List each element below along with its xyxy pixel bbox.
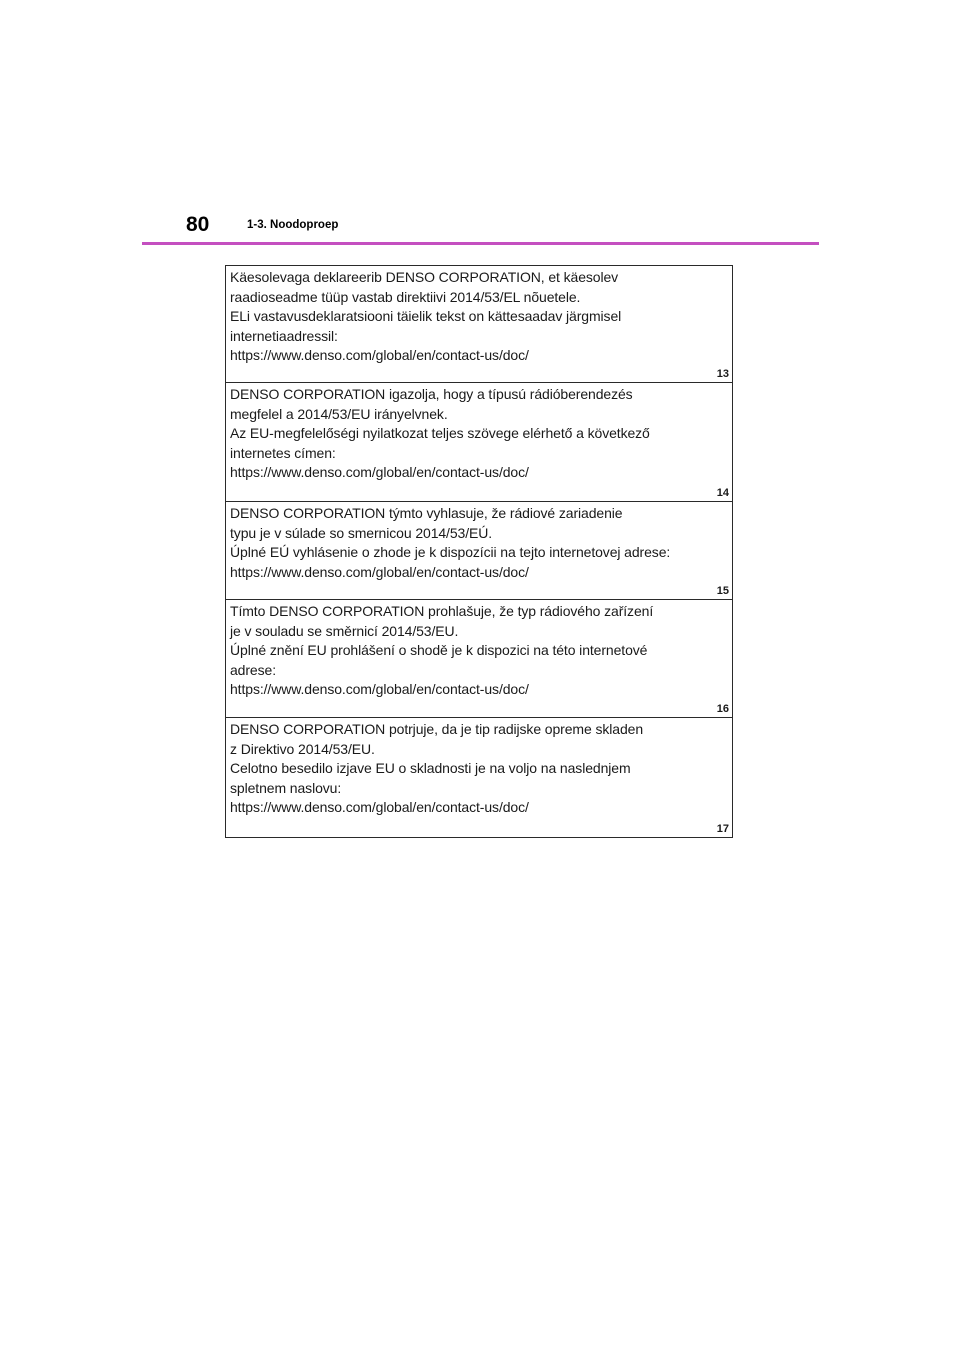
declaration-line: Az EU-megfelelőségi nyilatkozat teljes szövege elérhető a következő [230, 425, 650, 441]
declaration-line: Celotno besedilo izjave EU o skladnosti je na voljo na naslednjem [230, 760, 631, 776]
declaration-line: DENSO CORPORATION igazolja, hogy a típusú rádióberendezés [230, 386, 633, 402]
declaration-line: Käesolevaga deklareerib DENSO CORPORATION, et käesolev [230, 269, 619, 285]
declaration-url: https://www.denso.com/global/en/contact-us/doc/ [230, 681, 529, 697]
declaration-line: megfelel a 2014/53/EU irányelvnek. [230, 405, 448, 422]
declaration-line: ELi vastavusdeklaratsiooni täielik tekst on kättesaadav järgmisel [230, 308, 622, 324]
block-index: 15 [716, 585, 729, 597]
declaration-line: internetiaadressil: [230, 327, 338, 344]
declaration-line: je v souladu se směrnicí 2014/53/EU. [230, 622, 459, 639]
header-rule [142, 242, 819, 245]
declaration-block-czech [226, 600, 732, 718]
page-number: 80 [186, 213, 210, 236]
block-index: 13 [716, 368, 729, 380]
declaration-line: internetes címen: [230, 444, 336, 461]
section-title: 1-3. Noodoproep [247, 219, 339, 231]
declaration-line: Úplné znění EU prohlášení o shodě je k dispozici na této internetové [230, 642, 648, 658]
declaration-line: z Direktivo 2014/53/EU. [230, 740, 375, 757]
block-index: 14 [716, 487, 729, 499]
declaration-line: Úplné EÚ vyhlásenie o zhode je k dispozícii na tejto internetovej adrese: [230, 544, 671, 560]
declaration-line: DENSO CORPORATION týmto vyhlasuje, že rádiové zariadenie [230, 505, 623, 521]
declaration-line: typu je v súlade so smernicou 2014/53/EÚ. [230, 524, 493, 541]
declaration-url: https://www.denso.com/global/en/contact-us/doc/ [230, 799, 529, 815]
declaration-url: https://www.denso.com/global/en/contact-us/doc/ [230, 563, 529, 580]
declaration-block-slovak [226, 502, 732, 600]
declaration-line: Tímto DENSO CORPORATION prohlašuje, že typ rádiového zařízení [230, 603, 654, 619]
declaration-url: https://www.denso.com/global/en/contact-us/doc/ [230, 464, 529, 480]
declaration-block-slovenian [226, 718, 732, 837]
declaration-line: adrese: [230, 661, 276, 678]
declaration-line: DENSO CORPORATION potrjuje, da je tip radijske opreme skladen [230, 721, 644, 737]
declaration-box [225, 265, 733, 838]
declaration-line: spletnem naslovu: [230, 779, 342, 796]
declaration-line: raadioseadme tüüp vastab direktiivi 2014/53/EL nõuetele. [230, 288, 581, 305]
block-index: 16 [716, 703, 729, 715]
block-index: 17 [716, 823, 729, 835]
declaration-block-hungarian [226, 383, 732, 502]
declaration-block-estonian [226, 266, 732, 383]
declaration-url: https://www.denso.com/global/en/contact-us/doc/ [230, 347, 529, 363]
